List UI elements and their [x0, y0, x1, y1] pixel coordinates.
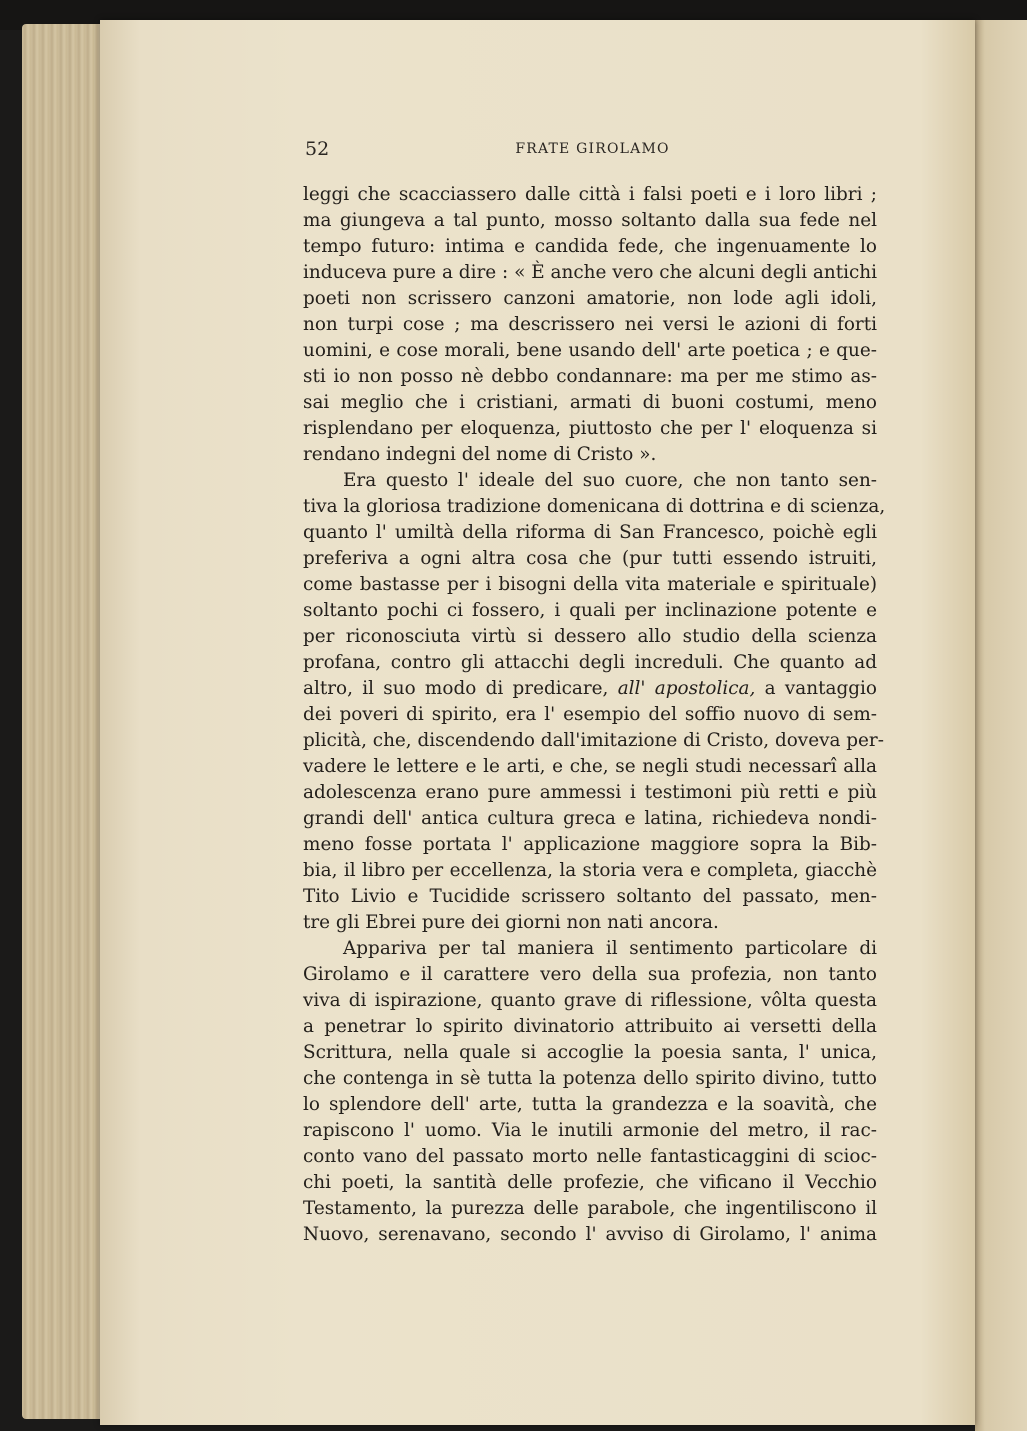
text-line: sai meglio che i cristiani, armati di buoni costumi, meno [303, 392, 877, 413]
text-line: che contenga in sè tutta la potenza dello spirito divino, tutto [303, 1068, 877, 1089]
text-line: dei poveri di spirito, era l' esempio del soffio nuovo di sem- [303, 704, 877, 725]
text-line: uomini, e cose morali, bene usando dell' arte poetica ; e que- [303, 340, 877, 361]
text-line: plicità, che, discendendo dall'imitazione di Cristo, doveva per- [303, 730, 884, 751]
text-line: rendano indegni del nome di Cristo ». [303, 444, 657, 465]
text-line-with-italic [303, 676, 877, 702]
text-line: Girolamo e il carattere vero della sua profezia, non tanto [303, 964, 877, 985]
facing-page-edge [975, 20, 1027, 1431]
text-line: lo splendore dell' arte, tutta la grandezza e la soavità, che [303, 1094, 877, 1115]
page-edges [22, 24, 112, 1419]
text-span: a vantaggio [764, 678, 877, 699]
text-line: Nuovo, serenavano, secondo l' avviso di Girolamo, l' anima [303, 1224, 877, 1245]
text-line: non turpi cose ; ma descrissero nei versi le azioni di forti [303, 314, 877, 335]
text-line: grandi dell' antica cultura greca e latina, richiedeva nondi- [303, 808, 877, 829]
text-line: soltanto pochi ci fossero, i quali per inclinazione potente e [303, 600, 877, 621]
text-line: come bastasse per i bisogni della vita materiale e spirituale) [303, 574, 877, 595]
paragraph-3 [303, 936, 877, 1248]
text-line: Era questo l' ideale del suo cuore, che non tanto sen- [343, 470, 877, 491]
page-number: 52 [305, 138, 330, 160]
text-line: tre gli Ebrei pure dei giorni non nati ancora. [303, 912, 719, 933]
text-line: tempo futuro: intima e candida fede, che ingenuamente lo [303, 236, 877, 257]
text-line: poeti non scrissero canzoni amatorie, non lode agli idoli, [303, 288, 877, 309]
body-text [303, 182, 886, 1248]
text-line: vadere le lettere e le arti, e che, se negli studi necessarî alla [303, 756, 877, 777]
text-line: chi poeti, la santità delle profezie, che vificano il Vecchio [303, 1172, 877, 1193]
text-line: Scrittura, nella quale si accoglie la poesia santa, l' unica, [303, 1042, 877, 1063]
text-span: altro, il suo modo di predicare, [303, 678, 609, 699]
text-line: rapiscono l' uomo. Via le inutili armonie del metro, il rac- [303, 1120, 877, 1141]
text-line: leggi che scacciassero dalle città i falsi poeti e i loro libri ; [303, 184, 877, 205]
paragraph-1 [303, 182, 877, 468]
paragraph-2 [303, 468, 886, 936]
text-line: Testamento, la purezza delle parabole, che ingentiliscono il [303, 1198, 877, 1219]
text-line: sti io non posso nè debbo condannare: ma per me stimo as- [303, 366, 877, 387]
text-line: induceva pure a dire : « È anche vero che alcuni degli antichi [303, 262, 877, 283]
text-line: a penetrar lo spirito divinatorio attribuito ai versetti della [303, 1016, 877, 1037]
text-line: Tito Livio e Tucidide scrissero soltanto del passato, men- [303, 886, 877, 907]
text-line: bia, il libro per eccellenza, la storia vera e completa, giacchè [303, 860, 877, 881]
text-line: ma giungeva a tal punto, mosso soltanto dalla sua fede nel [303, 210, 877, 231]
page-header [305, 138, 880, 164]
text-line: Appariva per tal maniera il sentimento particolare di [343, 938, 877, 959]
text-line: meno fosse portata l' applicazione maggiore sopra la Bib- [303, 834, 877, 855]
text-line: risplendano per eloquenza, piuttosto che per l' eloquenza si [303, 418, 877, 439]
text-line: quanto l' umiltà della riforma di San Francesco, poichè egli [303, 522, 877, 543]
italic-phrase: all' apostolica, [617, 678, 756, 699]
text-line: viva di ispirazione, quanto grave di riflessione, vôlta questa [303, 990, 877, 1011]
text-line: preferiva a ogni altra cosa che (pur tutti essendo istruiti, [303, 548, 877, 569]
text-line: profana, contro gli attacchi degli increduli. Che quanto ad [303, 652, 877, 673]
text-line: adolescenza erano pure ammessi i testimoni più retti e più [303, 782, 877, 803]
text-line: conto vano del passato morto nelle fantasticaggini di scioc- [303, 1146, 877, 1167]
text-line: tiva la gloriosa tradizione domenicana di dottrina e di scienza, [303, 496, 886, 517]
text-line: per riconosciuta virtù si dessero allo studio della scienza [303, 626, 877, 647]
running-head: FRATE GIROLAMO [515, 141, 670, 157]
